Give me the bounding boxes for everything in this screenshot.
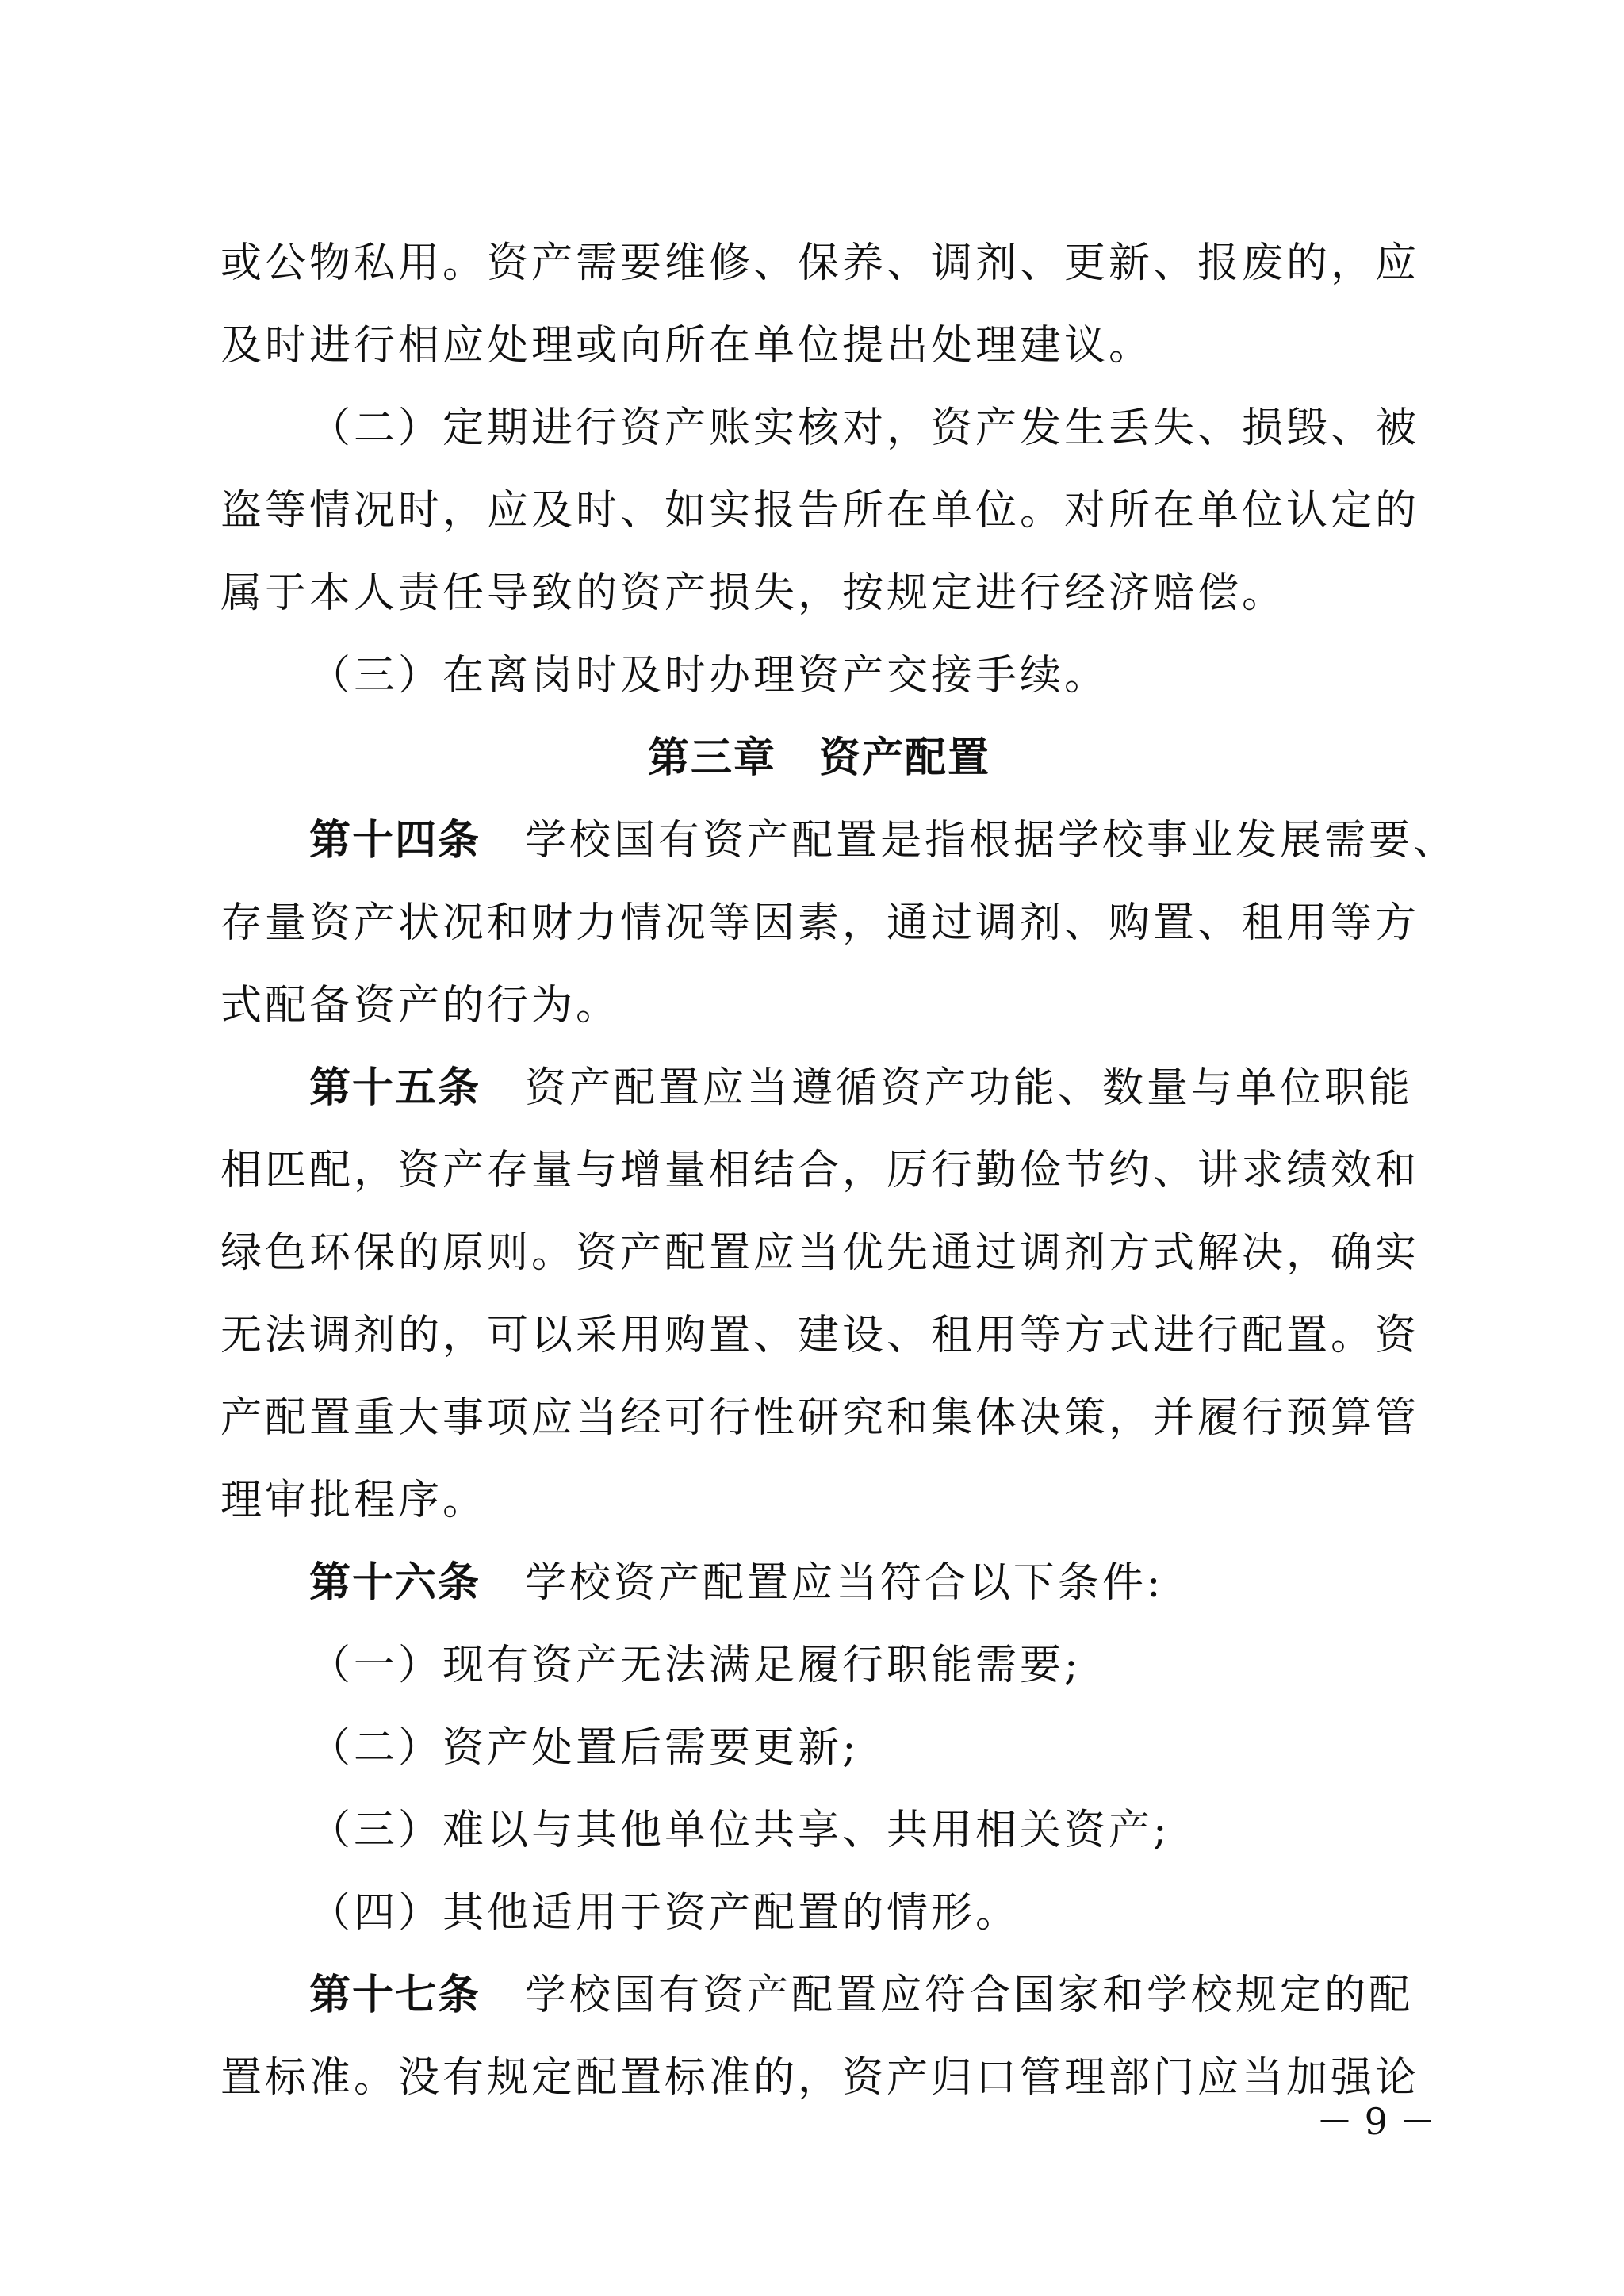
text-line: 属于本人责任导致的资产损失，按规定进行经济赔偿。 xyxy=(220,569,1287,617)
text-line: 绿色环保的原则。资产配置应当优先通过调剂方式解决，确实 xyxy=(220,1229,1420,1277)
article-14-first-line xyxy=(220,799,1458,882)
article-text: 学校资产配置应当符合以下条件: xyxy=(525,1559,1164,1607)
article-number: 第十六条 xyxy=(309,1559,481,1607)
article-number: 第十七条 xyxy=(309,1972,481,2019)
article-15-first-line xyxy=(220,1047,1418,1129)
list-item: （三）难以与其他单位共享、共用相关资产; xyxy=(309,1807,1170,1854)
article-text: 资产配置应当遵循资产功能、数量与单位职能 xyxy=(525,1064,1414,1112)
list-item: （二）资产处置后需要更新; xyxy=(309,1724,860,1772)
text-line: 式配备资产的行为。 xyxy=(220,982,621,1029)
text-line: 相匹配，资产存量与增量相结合，厉行勤俭节约、讲求绩效和 xyxy=(220,1147,1420,1194)
list-item: （四）其他适用于资产配置的情形。 xyxy=(309,1889,1021,1937)
chapter-title: 第三章 资产配置 xyxy=(647,734,990,782)
text-line: 产配置重大事项应当经可行性研究和集体决策，并履行预算管 xyxy=(220,1394,1420,1442)
article-number: 第十四条 xyxy=(309,817,481,864)
text-line: （三）在离岗时及时办理资产交接手续。 xyxy=(309,652,1109,700)
article-17-first-line xyxy=(220,1954,1418,2037)
text-line: 及时进行相应处理或向所在单位提出处理建议。 xyxy=(220,322,1154,370)
article-16-first-line xyxy=(220,1542,1418,1624)
list-item: （一）现有资产无法满足履行职能需要; xyxy=(309,1642,1082,1689)
article-text: 学校国有资产配置应符合国家和学校规定的配 xyxy=(525,1972,1414,2019)
text-line: 存量资产状况和财力情况等因素，通过调剂、购置、租用等方 xyxy=(220,899,1420,947)
text-line: 无法调剂的，可以采用购置、建设、租用等方式进行配置。资 xyxy=(220,1312,1420,1359)
text-line: 盗等情况时，应及时、如实报告所在单位。对所在单位认定的 xyxy=(220,487,1420,535)
article-text: 学校国有资产配置是指根据学校事业发展需要、 xyxy=(525,817,1458,864)
article-number: 第十五条 xyxy=(309,1064,481,1112)
page-number: － 9 － xyxy=(1316,2100,1436,2143)
text-line: （二）定期进行资产账实核对，资产发生丢失、损毁、被 xyxy=(309,404,1420,452)
text-line: 理审批程序。 xyxy=(220,1477,488,1524)
text-line: 或公物私用。资产需要维修、保养、调剂、更新、报废的，应 xyxy=(220,240,1420,287)
text-line: 置标准。没有规定配置标准的，资产归口管理部门应当加强论 xyxy=(220,2054,1420,2102)
document-body xyxy=(220,222,1458,2119)
